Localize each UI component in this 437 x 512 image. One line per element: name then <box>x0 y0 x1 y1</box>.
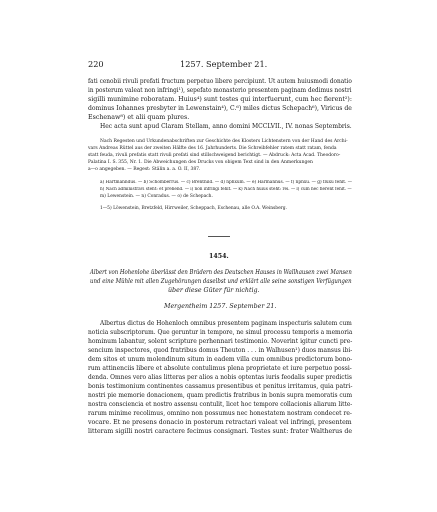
page-number: 220 <box>88 59 104 69</box>
section-divider <box>208 236 230 237</box>
document-number: 1454. <box>209 253 229 260</box>
charter-line: nostra consciencia et nostro assensu contulit, licet hoc tempore collacionis aliarum litte- <box>88 401 353 408</box>
running-header: 1257. September 21. <box>180 59 268 69</box>
charter-line: bonis testimonium continentes cassamus presentibus et penitus irritamus, quia patri- <box>88 383 353 390</box>
source-note-line: Nach Regesten und Urkundenabschriften zur Geschichte des Klosters Lichtenstern von der Hand des Archi- <box>100 139 348 144</box>
charter-line: hominum labantur, solent scripture perhennari testimonio. Noverint igitur cuncti pre- <box>88 338 353 345</box>
source-note-line: vars Andreas Rüttel aus der zweiten Hälfte des 16. Jahrhunderts. Die Schreibfehler ratem statt ratam, fenda <box>88 146 337 151</box>
charter-line: sencium inspectores, quod fratribus domus Theuton . . . in Walhusen¹) duos mansus ibi- <box>88 347 353 354</box>
variant-line: h) Nach administravi steht: et prehend. — i) non infringi fehlt. — k) Nach huius steht: rei. — l) cum hec fierent fehlt. — <box>100 187 352 192</box>
source-note-line: Palatina I. S. 355, Nr. 1. Die Abweichungen des Drucks von obigem Text sind in den Anmerkungen <box>88 160 313 165</box>
charter-line: litteram sigilli nostri caractere fecimus consignari. Testes sunt: frater Waltherus de <box>88 428 353 435</box>
charter-line: vocare. Et ne presens donacio in posterum retractari valeat vel infringi, presentem <box>88 419 352 426</box>
variant-line: m) Lewenstein. — n) Conradus. — o) de Schepach. <box>100 194 213 199</box>
summary-line: Albert von Hohenlohe überlässt den Brüdern des Deutschen Hauses in Wallhausen zwei Mansen <box>90 269 352 276</box>
place-date: Mergentheim 1257. September 21. <box>164 303 277 310</box>
summary-line: und eine Mühle mit allen Zugehörungen daselbst und erklärt alle seine sonstigen Verfügungen <box>90 278 352 285</box>
text-line: Eschenaw⁸) et alii quam plures. <box>88 114 190 121</box>
text-line: sigilli munimine roboratam. Huius⁴) sunt testes qui interfuerunt, cum hec fierent²): <box>88 96 352 103</box>
charter-line: dem sitos et unum molendinum situm in eadem villa cum omnibus predictorum bono- <box>88 356 353 363</box>
charter-line: denda. Omnes vero alias litteras per alios a nobis optentas iuris feodalis super predictis <box>88 374 352 381</box>
text-line: dominus Iohannes presbyter in Lewenstain⁴), C.⁶) miles dictus Schepach⁶), Viricus de <box>88 105 352 112</box>
variant-line: a) Hartmanndus. — b) Schomberrus. — c) Brenthild. — d) nphxum. — e) Harmannus. — f) nphxu. — g) fluxu fehlt. — <box>100 180 352 185</box>
charter-line: Albertus dictus de Hohenloch omnibus presentem paginam inspecturis salutem cum <box>100 320 352 327</box>
text-line: fati cenobii rivuli prefati fructum perpetuo libere percipiunt. Ut autem huiusmodi donatio <box>88 78 352 85</box>
charter-line: nostri pie memorie donacionem, quam predictis fratribus in bonis supra memoratis cum <box>88 392 353 399</box>
text-line: in posterum valeat non infringi¹), sepefato monasterio presentem paginam dedimus nostri <box>88 87 352 94</box>
summary-line: über diese Güter für nichtig. <box>168 287 260 294</box>
source-note-line: a—o angegeben. — Regest: Stälin a. a. O. II, 387. <box>88 167 201 172</box>
charter-line: rum attinenciis libere et absolute contulimus plena proprietate et iure perpetuo possi- <box>88 365 352 372</box>
footnote: 1—5) Löwenstein, Bretzfeld, Hirrweiler, Scheppach, Eschenau, alle O.A. Weinsberg. <box>100 206 287 211</box>
source-note-line: statt feuda, rivuli prefatis statt rivuli prefati sind stillschweigend berichtigt. — Abdruck: Acta Acad. Theodoro- <box>88 153 341 158</box>
text-line: Hec acta sunt apud Claram Stellam, anno domini MCCLVII., IV. nonas Septembris. <box>100 123 352 130</box>
charter-line: noticia subscriptorum. Que geruntur in tempore, ne simul processu temporis a memoria <box>88 329 353 336</box>
charter-line: rarum minime recolimus, omnino non possumus nec honestatem nostram condecet re- <box>88 410 352 417</box>
